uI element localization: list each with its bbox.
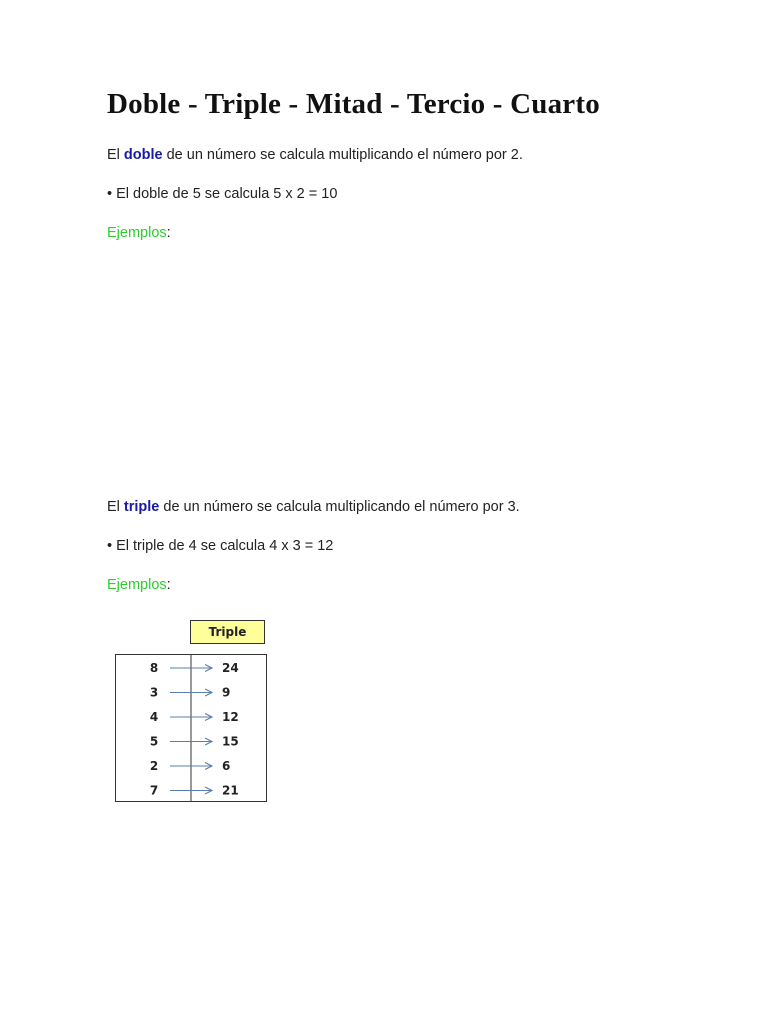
triple-row [150, 735, 239, 749]
triple-table [115, 654, 267, 802]
triple-mapping-diagram [116, 655, 266, 801]
doble-def-prefix: El [107, 147, 124, 163]
doble-keyword: doble [123, 147, 163, 163]
triple-keyword: triple [123, 499, 160, 515]
doble-examples-label: Ejemplos [107, 225, 167, 241]
triple-examples-label: Ejemplos [107, 577, 167, 593]
doble-definition [107, 147, 523, 163]
triple-example: • El triple de 4 se calcula 4 x 3 = 12 [107, 538, 334, 554]
triple-row [150, 710, 239, 724]
triple-input-value: 7 [149, 783, 159, 798]
doble-example: • El doble de 5 se calcula 5 x 2 = 10 [107, 186, 338, 202]
triple-definition [107, 499, 520, 515]
triple-output-value: 12 [222, 710, 239, 724]
triple-input-value: 3 [149, 685, 159, 700]
triple-def-prefix: El [107, 499, 124, 515]
page-title: Doble - Triple - Mitad - Tercio - Cuarto [107, 88, 600, 120]
triple-output-value: 9 [222, 685, 231, 700]
triple-output-value: 6 [222, 759, 231, 773]
triple-row [150, 686, 231, 700]
doble-examples-heading [107, 225, 171, 241]
triple-def-suffix: de un número se calcula multiplicando el número por 3. [159, 499, 520, 515]
triple-table-header: Triple [190, 620, 265, 644]
triple-input-value: 2 [149, 759, 159, 773]
triple-examples-heading [107, 577, 171, 593]
triple-row [150, 759, 231, 773]
triple-output-value: 24 [222, 661, 239, 675]
triple-row [150, 784, 239, 798]
triple-output-value: 15 [222, 734, 239, 749]
doble-examples-colon: : [166, 225, 171, 241]
triple-input-value: 4 [149, 710, 159, 724]
triple-examples-colon: : [166, 577, 171, 593]
triple-row [150, 661, 239, 675]
triple-input-value: 8 [149, 661, 159, 675]
triple-input-value: 5 [149, 734, 159, 749]
triple-output-value: 21 [222, 783, 239, 798]
doble-def-suffix: de un número se calcula multiplicando el número por 2. [162, 147, 523, 163]
